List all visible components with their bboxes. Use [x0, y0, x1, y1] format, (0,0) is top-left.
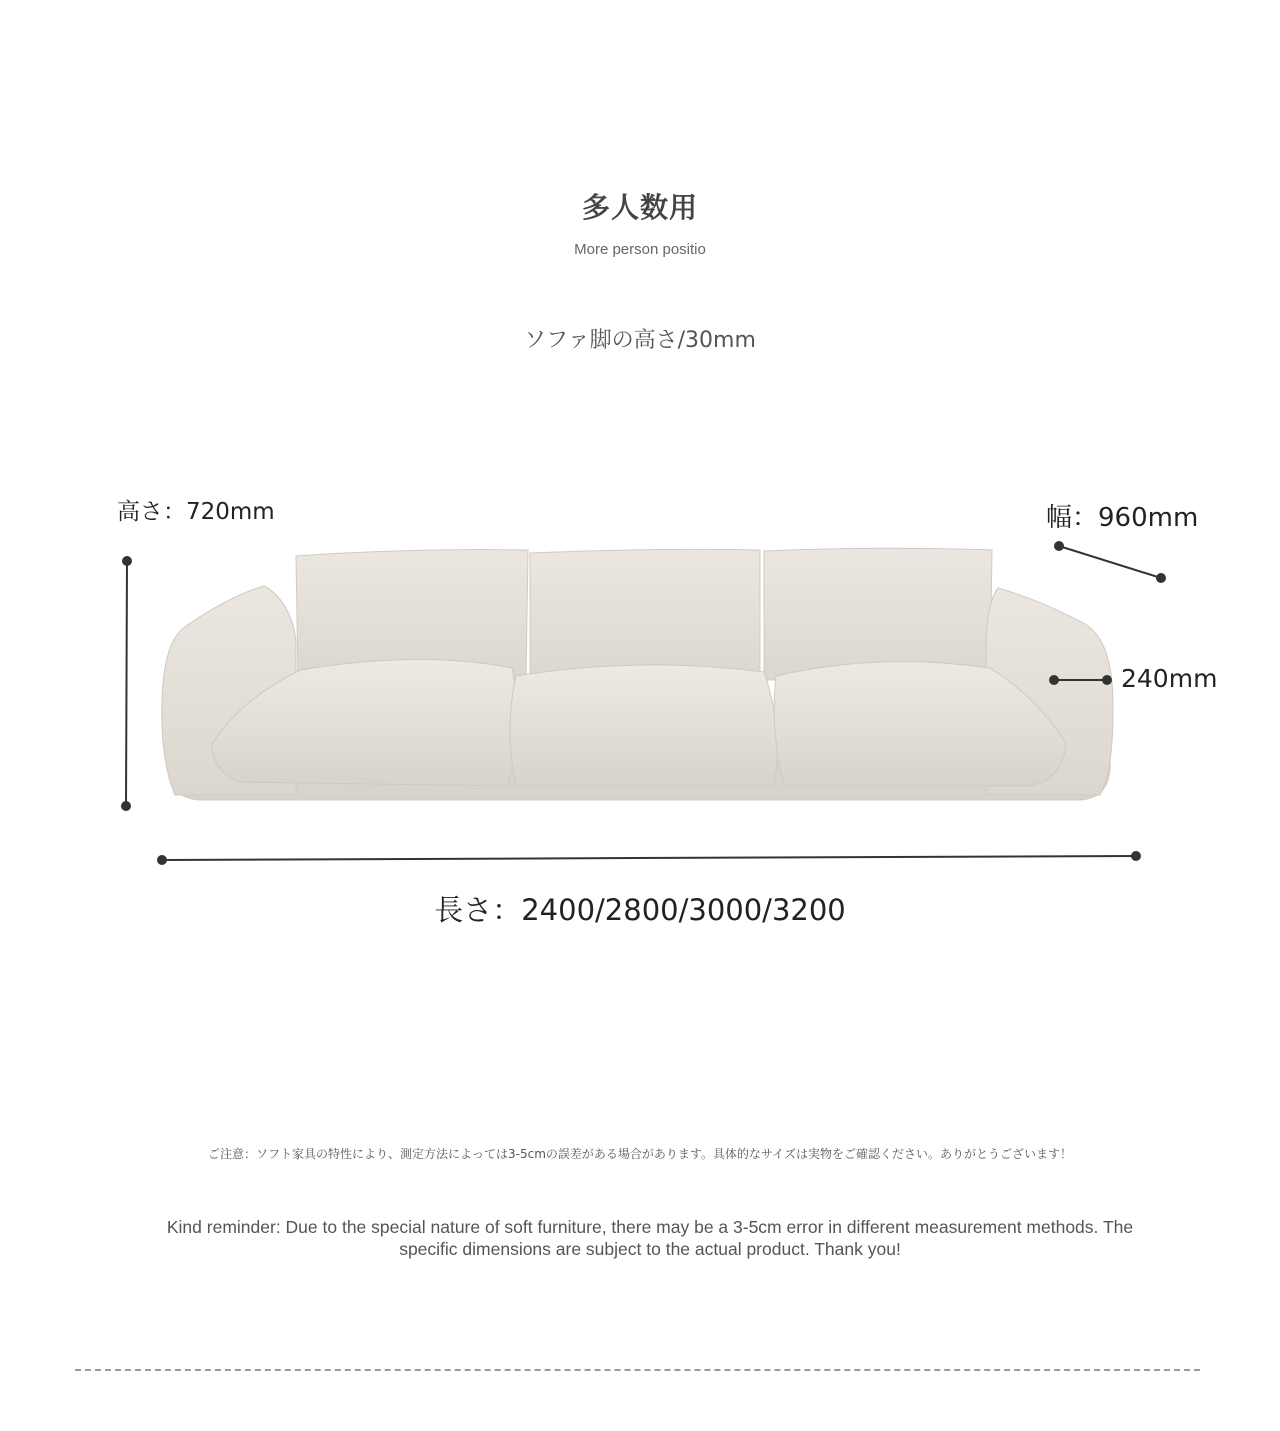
height-dimension-line: [121, 556, 132, 811]
back-cushion-middle: [530, 549, 760, 680]
armrest-label: 240mm: [1121, 664, 1218, 693]
length-dimension-line: [157, 851, 1141, 865]
page-title: 多人数用: [581, 191, 698, 224]
width-dimension-line: [1054, 541, 1166, 583]
height-label: 高さ：720mm: [117, 499, 275, 525]
width-label: 幅：960mm: [1046, 503, 1199, 533]
note-english: Kind reminder: Due to the special nature of soft furniture, there may be a 3-5cm error in different measurement methods. The specific dimensions are subject to the actual product. Thank you!: [166, 1217, 1134, 1259]
length-label: 長さ：2400/2800/3000/3200: [434, 893, 846, 927]
note-japanese: ご注意：ソフト家具の特性により、測定方法によっては3-5cmの誤差がある場合があります。具体的なサイズは実物をご確認ください。ありがとうございます！: [208, 1147, 1072, 1161]
dashed-divider: [75, 1369, 1200, 1371]
leg-height-label: ソファ脚の高さ/30mm: [524, 328, 756, 353]
back-cushion-right: [764, 548, 992, 680]
page-subtitle: More person positio: [574, 241, 706, 258]
seat-cushion-middle: [510, 665, 777, 786]
